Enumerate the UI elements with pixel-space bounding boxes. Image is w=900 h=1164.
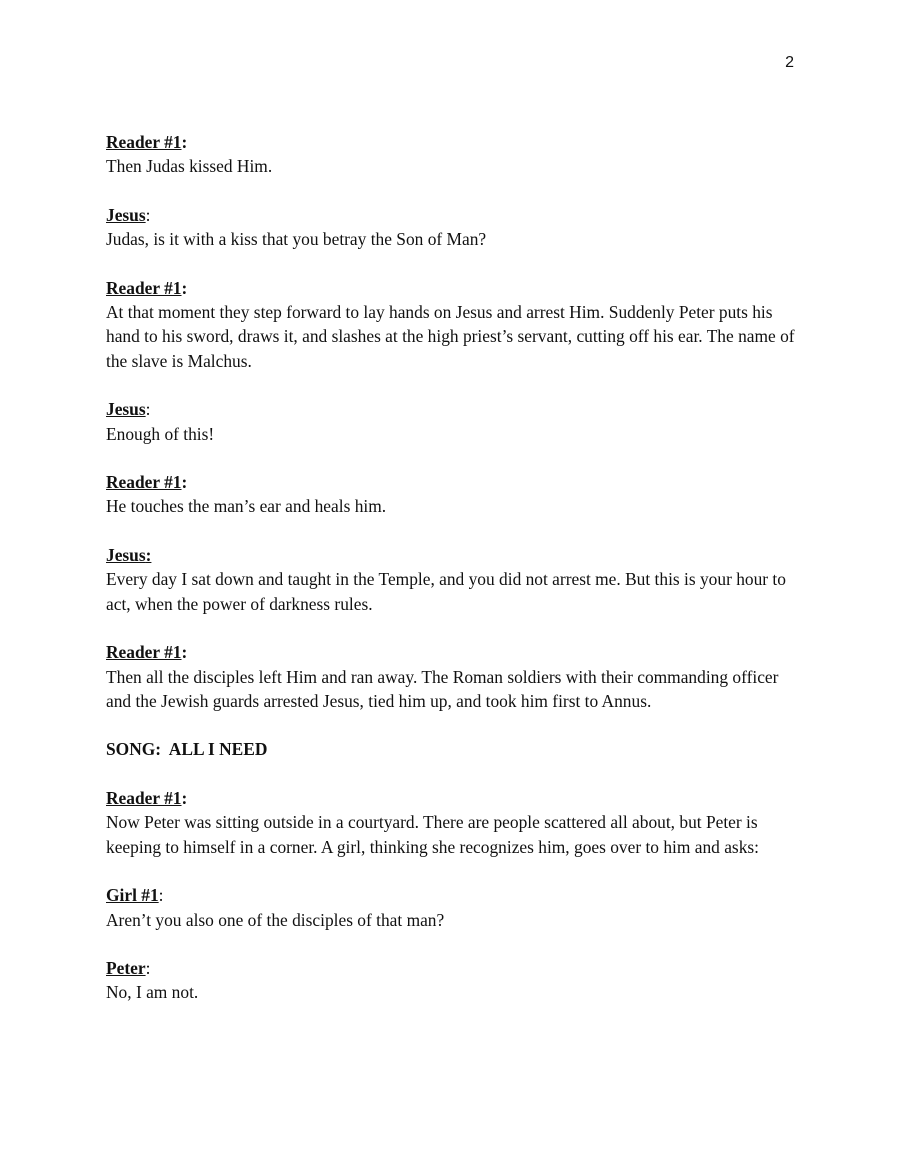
speaker-name: Jesus xyxy=(106,399,146,420)
speaker-name: Peter xyxy=(106,958,146,979)
dialogue-text: No, I am not. xyxy=(106,982,199,1003)
dialogue-block xyxy=(106,470,796,519)
speaker-name: Girl #1 xyxy=(106,885,159,906)
dialogue-block xyxy=(106,130,796,179)
dialogue-text: Enough of this! xyxy=(106,423,215,444)
speaker-name xyxy=(106,545,151,565)
dialogue-block xyxy=(106,276,796,373)
dialogue-block xyxy=(106,883,796,932)
dialogue-block xyxy=(106,786,796,859)
speaker-name: Jesus xyxy=(106,204,146,225)
speaker-name: Reader #1 xyxy=(106,642,182,663)
dialogue-text: Then all the disciples left Him and ran away. The Roman soldiers with their commanding officer and the Jewish guards arrested Jesus, tied him up, and took him first to Annus. xyxy=(106,666,779,711)
speaker-label xyxy=(106,203,796,227)
speaker-suffix: : xyxy=(181,472,188,493)
speaker-suffix: : xyxy=(181,132,188,152)
dialogue-block xyxy=(106,640,796,713)
script-body xyxy=(106,130,796,1029)
speaker-suffix: : xyxy=(181,788,188,809)
song-block xyxy=(106,737,796,761)
speaker-name-text: Jesus xyxy=(106,545,146,566)
dialogue-block xyxy=(106,203,796,252)
speaker-suffix: : xyxy=(181,277,188,298)
speaker-suffix: : xyxy=(145,204,151,225)
dialogue-text: He touches the man’s ear and heals him. xyxy=(106,496,387,517)
speaker-label xyxy=(106,470,796,494)
speaker-label xyxy=(106,640,796,664)
dialogue-text: Every day I sat down and taught in the Temple, and you did not arrest me. But this is your hour to act, when the power of darkness rules. xyxy=(106,569,786,614)
speaker-suffix: : xyxy=(158,885,164,906)
song-heading: SONG: ALL I NEED xyxy=(106,739,268,760)
speaker-label xyxy=(106,276,796,300)
speaker-name: Reader #1 xyxy=(106,788,182,809)
speaker-label xyxy=(106,883,796,907)
dialogue-text: Judas, is it with a kiss that you betray the Son of Man? xyxy=(106,229,487,250)
speaker-label xyxy=(106,130,796,154)
speaker-suffix: : xyxy=(181,642,188,663)
dialogue-block xyxy=(106,956,796,1005)
speaker-label xyxy=(106,786,796,810)
dialogue-text: Aren’t you also one of the disciples of that man? xyxy=(106,909,445,930)
speaker-name: Reader #1 xyxy=(106,277,182,298)
speaker-name: Reader #1 xyxy=(106,132,182,152)
speaker-suffix: : xyxy=(145,958,151,979)
speaker-name: Reader #1 xyxy=(106,472,182,493)
speaker-label xyxy=(106,956,796,980)
dialogue-block xyxy=(106,543,796,616)
dialogue-text: At that moment they step forward to lay hands on Jesus and arrest Him. Suddenly Peter puts his hand to his sword, draws it, and slashes at the high priest’s servant, cutting off his ear. The name of the slave is Malchus. xyxy=(106,302,795,371)
dialogue-text: Now Peter was sitting outside in a courtyard. There are people scattered all about, but Peter is keeping to himself in a corner. A girl, thinking she recognizes him, goes over to him and asks: xyxy=(106,812,759,857)
speaker-label xyxy=(106,543,796,567)
dialogue-text: Then Judas kissed Him. xyxy=(106,156,273,177)
speaker-suffix: : xyxy=(145,399,151,420)
speaker-label xyxy=(106,397,796,421)
dialogue-block xyxy=(106,397,796,446)
page-number: 2 xyxy=(785,54,794,71)
speaker-suffix: : xyxy=(145,545,152,566)
